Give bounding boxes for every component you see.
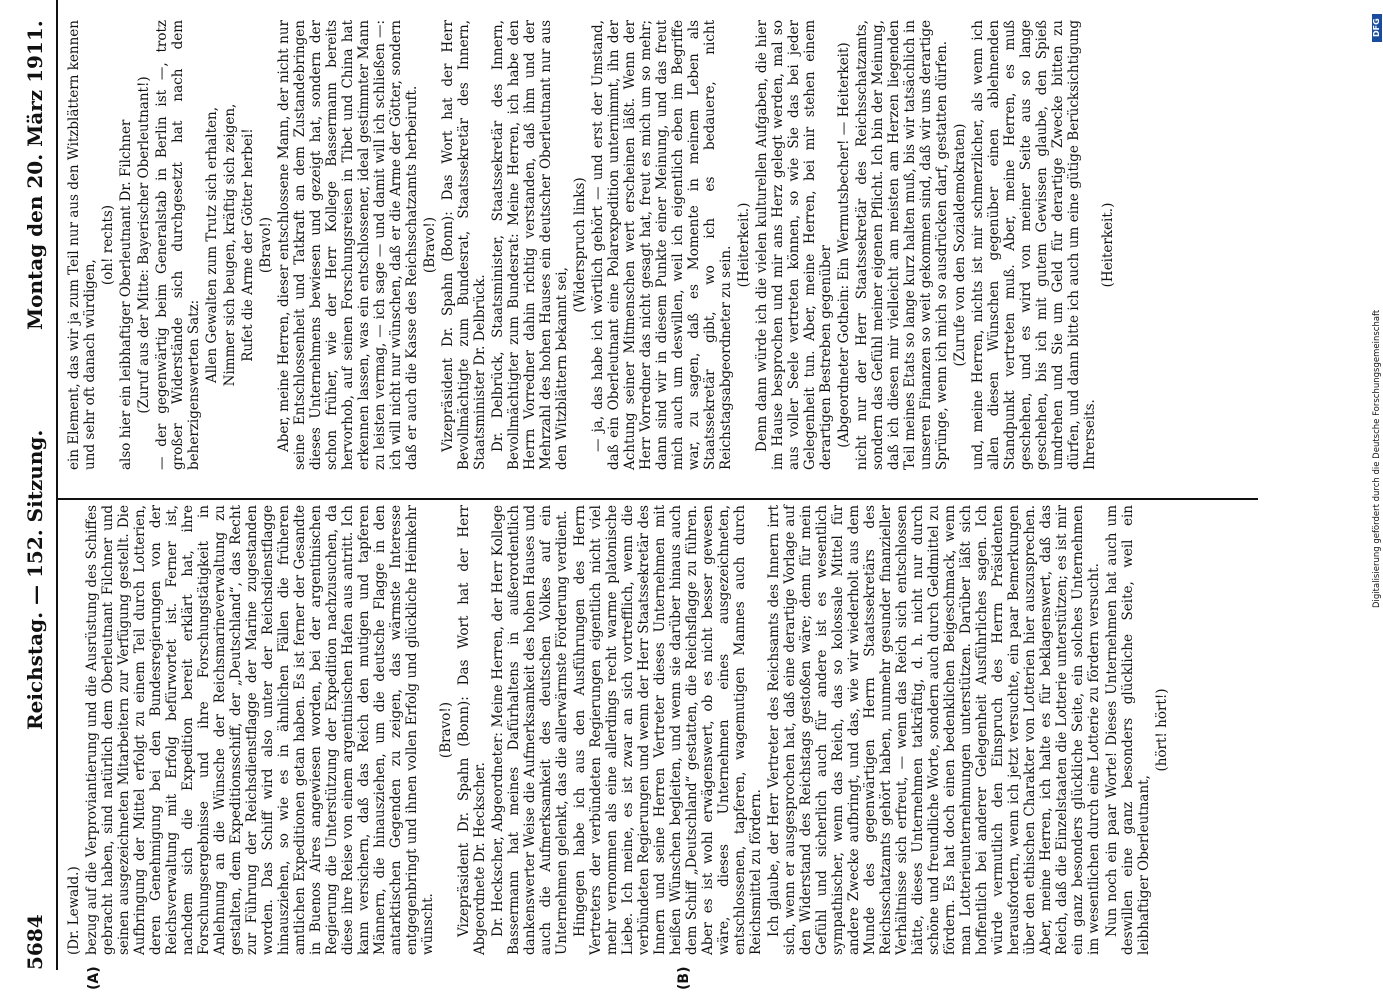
page-header xyxy=(18,0,52,970)
page-number: 5684 xyxy=(23,914,47,970)
paragraph: Hingegen habe ich aus den Ausführungen des Herrn Vertreters der verbündeten Regierungen eigentlich nicht viel mehr vernommen als eine allerdings recht warme platonische Liebe. Ich meine, es ist zwar an sich vortrefflich, wenn die verbündeten Regierungen und wenn der Herr Staatssekretär des Innern und seine Herren Vertreter dieses Unternehmen mit heißen Wünschen begleiten, und wenn sie darüber hinaus auch dem Schiff „Deutschland“ gestatten, die Reichsflagge zu führen. Aber es ist wohl erwägenswert, ob es nicht besser gewesen wäre, dieses Unternehmen eines ausgezeichneten, entschlossenen, tapferen, wagemutigen Mannes auch durch Reichsmittel zu fördern. xyxy=(572,505,764,955)
paragraph: Dr. Heckscher, Abgeordneter: Meine Herren, der Herr Kollege Bassermann hat meines Dafürhaltens in außerordentlich dankenswerter Weise die Aufmerksamkeit des hohen Hauses und auch die Aufmerksamkeit des deutschen Volkes auf ein Unternehmen gelenkt, das die allerwärmste Förderung verdient. xyxy=(490,505,570,955)
paragraph: Vizepräsident Dr. Spahn (Bonn): Das Wort hat der Herr Abgeordnete Dr. Heckscher. xyxy=(456,505,488,955)
paragraph: Aber, meine Herren, dieser entschlossene Mann, der nicht nur seine Entschlossenheit und Tatkraft an dem Zustandebringen dieses Unternehmens bewiesen und gezeigt hat, sondern der schon früher, wie der Herr Kollege Bassermann bereits hervorhob, auf seinen Forschungsreisen in Tibet und China hat erkennen lassen, was ein entschlossener, ideal gestimmter Mann zu leisten vermag, — ich sage — und damit will ich schließen —: ich will nicht nur wünschen, daß er die Arme der Götter, sondern daß er auch die Kasse des Reichsschatzamts herbeiruft. xyxy=(276,20,420,470)
paragraph: Ich glaube, der Herr Vertreter des Reichsamts des Innern irrt sich, wenn er ausgesprochen hat, daß eine derartige Vorlage auf den Widerstand des Reichstags gestoßen wäre; denn für mein Gefühl und sicherlich auch für andere ist es wesentlich sympathischer, wenn das Reich, das so kolossale Mittel für andere Zwecke aufbringt, und das, wie wir wiederholt aus dem Munde des gegenwärtigen Herrn Staatssekretärs des Reichsschatzamts gehört haben, nunmehr gesunder finanzieller Verhältnisse sich erfreut, — wenn das Reich sich entschlossen hätte, dieses Unternehmen tatkräftig, d. h. nicht nur durch schöne und freundliche Worte, sondern auch durch Geldmittel zu fördern. Es hat doch einen bedenklichen Beigeschmack, wenn man Lotterieunternehmungen unterstützen. Darüber läßt sich hoffentlich bei anderer Gelegenheit Ausführliches sagen. Ich würde vermutlich den Einspruch des Herrn Präsidenten herausfordern, wenn ich jetzt versuchte, ein paar Bemerkungen über den ethischen Charakter von Lotterien hier auszusprechen. Aber, meine Herren, ich halte es für beklagenswert, daß das Reich, daß die Einzelstaaten die Lotterie unterstützen; es ist mir ein ganz besonders glückliche Seite, ein solches Unternehmen im wesentlichen durch eine Lotterie zu fördern versucht. xyxy=(766,505,1102,955)
paragraph: bezug auf die Verproviantierung und die Ausrüstung des Schiffes gebracht haben, sind natürlich dem Oberleutnant Filchner und seinen ausgezeichneten Mitarbeitern zur Verfügung gestellt. Die Aufbringung der Mittel erfolgt zu einem Teil durch Lotterien, deren Genehmigung bei den Bundesregierungen von der Reichsverwaltung mit Erfolg befürwortet ist. Ferner ist, nachdem sich die Expedition bereit erklärt hat, ihre Forschungsergebnisse und ihre Forschungstätigkeit in Anlehnung an die Wünsche der Reichsmarineverwaltung zu gestalten, dem Expeditionsschiff, der „Deutschland“, das Recht zur Führung der Reichsdienstflagge der Marine zugestanden worden. Das Schiff wird also unter der Reichsdienstflagge hinausziehen, so wie es in ähnlichen Fällen die früheren amtlichen Expeditionen getan haben. Es ist ferner der Gesandte in Buenos Aires angewiesen worden, bei der argentinischen Regierung die Unterstützung der Expedition nachzusuchen, da diese ihre Reise von einem argentinischen Hafen aus antritt. Ich kann versichern, daß das Reich den mutigen und tapferen Männern, die hinausziehen, um die deutsche Flagge in den antarktischen Gegenden zu zeigen, das wärmste Interesse entgegenbringt und ihnen vollen Erfolg und glückliche Heimkehr wünscht. xyxy=(84,505,436,955)
interjection: (Widerspruch links) xyxy=(572,177,588,313)
right-running-title: Montag den 20. März 1911. xyxy=(23,20,47,330)
interjection: (hört! hört!) xyxy=(1154,688,1170,772)
interjection: (oh! rechts) xyxy=(100,204,116,286)
paragraph: Denn dann würde ich die vielen kulturellen Aufgaben, die hier im Hause besprochen und mir ans Herz gelegt werden, mal so aus voller Seele vertreten können, so wie Sie das bei jeder Gelegenheit tun. Aber, meine Herren, bei mir stehen einem derartigen Bestreben gegenüber xyxy=(754,20,834,470)
verse-line: Nimmer sich beugen, kräftig sich zeigen, xyxy=(222,103,238,387)
interjection: (Heiterkeit.) xyxy=(1100,202,1116,288)
margin-marker-a: (A) xyxy=(86,966,102,990)
paragraph: ein Element, das wir ja zum Teil nur aus den Witzblättern kennen und sehr oft danach würdigen, xyxy=(66,20,98,470)
paragraph: — ja, das habe ich wörtlich gehört — und erst der Umstand, daß ein Oberleutnant eine Polarexpedition unternimmt, ihn der Achtung seiner Mitmenschen wert erscheinen läßt. Wenn der Herr Vorredner das nicht gesagt hat, freut es mich um so mehr; dann sind wir in diesem Punkte einer Meinung, und das freut mich auch um deswillen, weil ich eigentlich eben im Begriffe war, zu sagen, daß es Momente in meinem Leben als Staatssekretär gibt, wo ich es bedauere, nicht Reichstagsabgeordneter zu sein. xyxy=(590,20,734,470)
speaker-tag: (Dr. Lewald.) xyxy=(66,866,82,955)
paragraph: und, meine Herren, nichts ist mir schmerzlicher, als wenn ich allen diesen Wünschen gegenüber einen ablehnenden Standpunkt vertreten muß. Aber, meine Herren, es muß geschehen, und es wird von meiner Seite aus so lange geschehen, bis ich mit gutem Gewissen glaube, den Spieß umdrehen und Sie um Geld für derartige Zwecke bitten zu dürfen, und dann bitte ich auch um eine gütige Berücksichtigung Ihrerseits. xyxy=(970,20,1098,470)
interjection: (Bravo!) xyxy=(438,701,454,759)
paragraph: Nun noch ein paar Worte! Dieses Unternehmen hat auch um deswillen eine ganz besonders glückliche Seite, weil ein leibhaftiger Oberleutnant, xyxy=(1104,505,1152,955)
paragraph: nicht nur der Herr Staatssekretär des Reichsschatzamts, sondern das Gefühl meiner eigenen Pflicht. Ich bin der Meinung, daß ich diesen mir vielleicht am meisten am Herzen liegenden Teil meines Etats so lange kurz halten muß, bis wir tatsächlich in unseren Finanzen so weit gekommen sind, daß wir uns derartige Sprünge, wenn ich mich so ausdrücken darf, gestatten dürfen. xyxy=(854,20,950,470)
column-divider xyxy=(58,499,1258,501)
paragraph: Vizepräsident Dr. Spahn (Bonn): Das Wort hat der Herr Bevollmächtigte zum Bundesrat, Staatssekretär des Innern, Staatsminister Dr. Delbrück. xyxy=(440,20,488,470)
verse-line: Allen Gewalten zum Trutz sich erhalten, xyxy=(204,106,220,384)
interjection: (Zuruf aus der Mitte: Bayerischer Oberleutnant!) xyxy=(136,76,152,414)
interjection: (Zurufe von den Sozialdemokraten) xyxy=(952,123,968,367)
paragraph: Dr. Delbrück, Staatsminister, Staatssekretär des Innern, Bevollmächtigter zum Bundesrat: Meine Herren, ich habe den Herrn Vorredner dahin richtig verstanden, daß ihm und der Mehrzahl des hohen Hauses ein deutscher Oberleutnant nur aus den Witzblättern bekannt sei, xyxy=(490,20,570,470)
left-column xyxy=(66,505,1172,955)
interjection: (Bravo!) xyxy=(422,216,438,274)
paragraph: — der gegenwärtig beim Generalstab in Berlin ist —, trotz großer Widerstände sich durchgesetzt hat nach dem beherzigenswerten Satz: xyxy=(154,20,202,470)
margin-marker-b: (B) xyxy=(676,966,692,990)
interjection: (Heiterkeit.) xyxy=(736,202,752,288)
dfg-logo: DFG xyxy=(1372,14,1382,42)
interjection: (Bravo!) xyxy=(258,216,274,274)
left-running-title: Reichstag. — 152. Sitzung. xyxy=(23,429,47,730)
header-rule xyxy=(56,0,58,970)
paragraph: also hier ein leibhaftiger Oberleutnant Dr. Filchner xyxy=(118,119,134,470)
right-column xyxy=(66,20,1118,470)
verse-line: Rufet die Arme der Götter herbei! xyxy=(240,128,256,362)
digitization-credit: Digitalisierung gefördert durch die Deutsche Forschungsgemeinschaft xyxy=(1372,309,1382,608)
interjection: (Abgeordneter Gothein: Ein Wermutsbecher! — Heiterkeit) xyxy=(836,42,852,448)
